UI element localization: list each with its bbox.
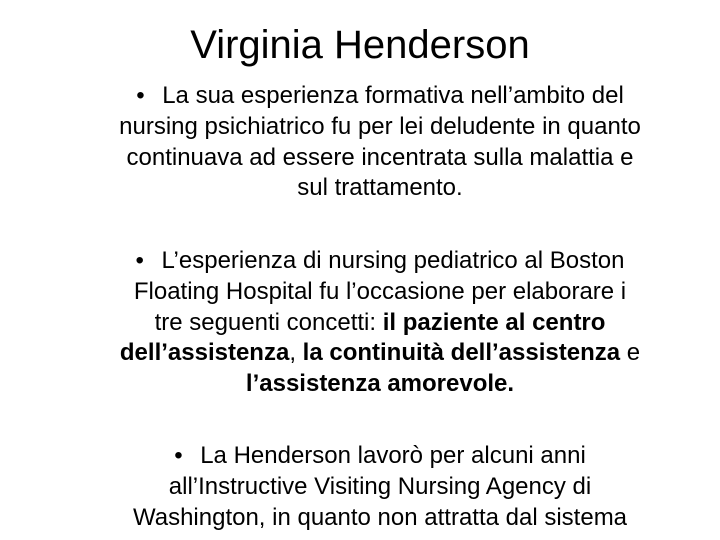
bullet-2-text-3-plain: tre seguenti concetti: xyxy=(154,308,383,336)
bullet-1 xyxy=(60,81,700,204)
bullet-2-text-3-bold: il paziente al centro xyxy=(382,308,606,336)
bullet-2 xyxy=(60,246,700,400)
bullet-3-line-3: Washington, in quanto non attratta dal sistema xyxy=(132,503,628,531)
bullet-2-line-1 xyxy=(60,246,700,277)
bullet-1-line-1 xyxy=(60,81,700,112)
bullet-2-text-4-plain-1: , xyxy=(289,339,303,367)
bullet-3-line-2: all’Instructive Visiting Nursing Agency di xyxy=(168,472,592,500)
bullet-2-line-4 xyxy=(60,338,700,369)
bullet-2-text-1: L’esperienza di nursing pediatrico al Boston xyxy=(161,247,625,274)
bullet-1-line-2: nursing psichiatrico fu per lei deludente in quanto xyxy=(119,112,641,140)
bullet-2-line-2: Floating Hospital fu l’occasione per elaborare i xyxy=(133,277,627,305)
bullet-2-line-3 xyxy=(60,308,700,339)
bullet-2-line-5: l’assistenza amorevole. xyxy=(245,370,515,398)
bullet-2-text-4-bold-2: la continuità dell’assistenza xyxy=(302,339,621,367)
bullet-marker: • xyxy=(135,247,144,274)
bullet-2-text-4-plain-2: e xyxy=(620,339,641,367)
bullet-3-line-1 xyxy=(70,441,690,472)
bullet-3-text-1: La Henderson lavorò per alcuni anni xyxy=(200,442,586,469)
bullet-2-text-4-bold-1: dell’assistenza xyxy=(119,339,290,367)
bullet-1-line-3: continuava ad essere incentrata sulla malattia e xyxy=(126,143,634,171)
bullet-marker: • xyxy=(136,82,145,109)
bullet-1-line-4: sul trattamento. xyxy=(297,174,463,202)
bullet-3 xyxy=(70,441,690,533)
slide-title: Virginia Henderson xyxy=(190,23,530,67)
bullet-marker: • xyxy=(174,442,183,469)
bullet-1-text-1: La sua esperienza formativa nell’ambito del xyxy=(162,82,624,109)
